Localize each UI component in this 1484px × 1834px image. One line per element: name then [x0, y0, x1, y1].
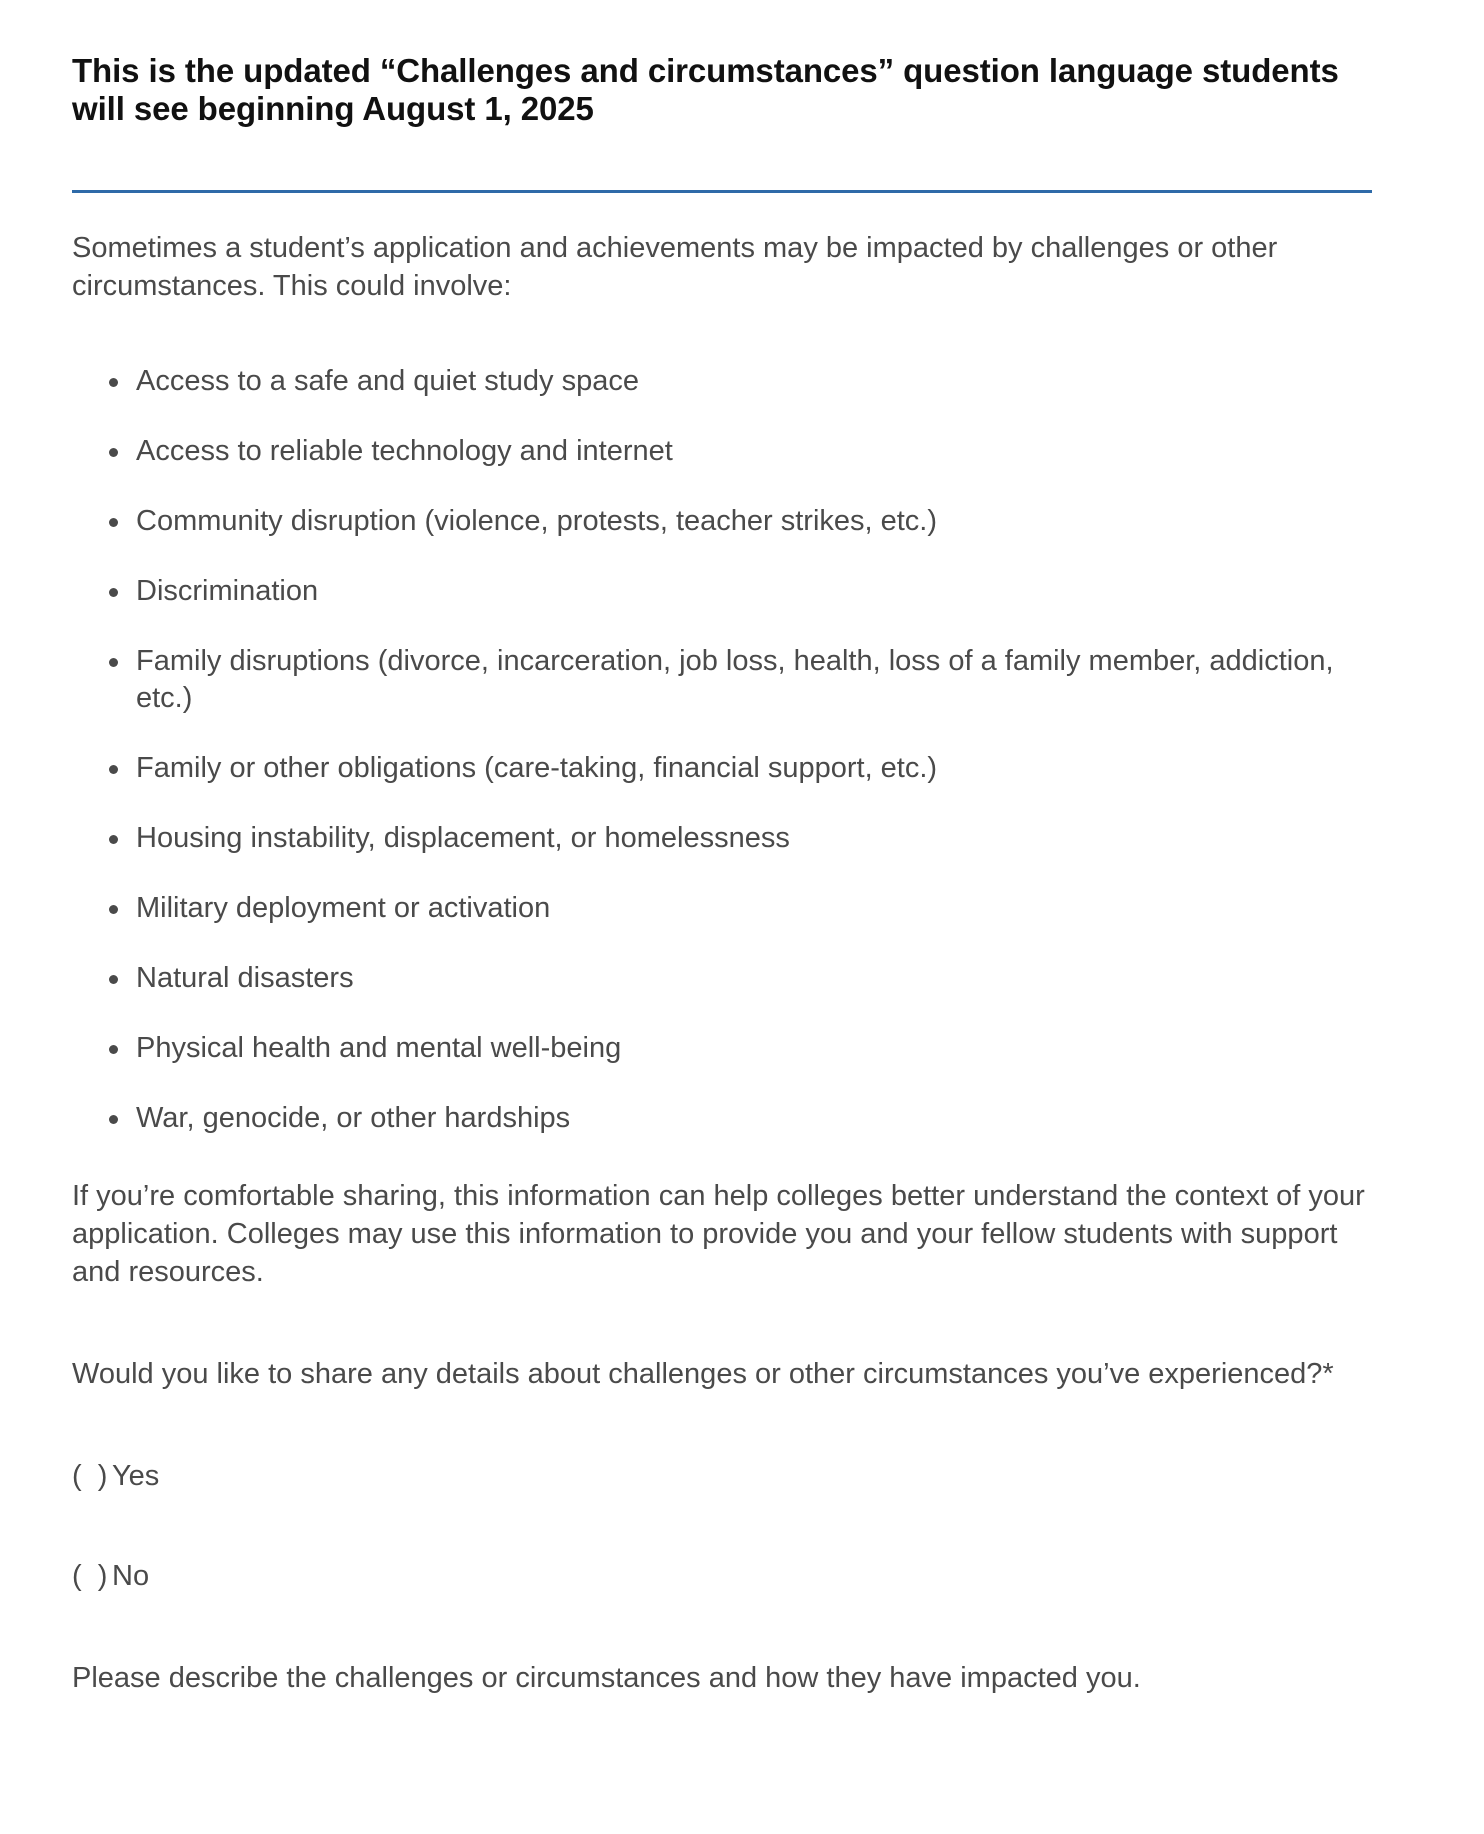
list-item-text: Family disruptions (divorce, incarceration, job loss, health, loss of a family member, addiction, etc.) — [136, 645, 1334, 714]
bullet-icon — [109, 588, 118, 597]
option-no-label: No — [112, 1560, 150, 1592]
bullet-icon — [109, 835, 118, 844]
list-item — [72, 363, 1372, 400]
list-item — [72, 573, 1372, 610]
list-item-text: Housing instability, displacement, or homelessness — [136, 822, 790, 854]
list-item — [72, 503, 1372, 540]
list-item-text: Discrimination — [136, 575, 319, 607]
list-item-text: Family or other obligations (care-taking, financial support, etc.) — [136, 752, 938, 784]
option-yes[interactable] — [72, 1457, 1372, 1495]
intro-paragraph: Sometimes a student’s application and achievements may be impacted by challenges or other circumstances. This could involve: — [72, 232, 1278, 302]
list-item — [72, 820, 1372, 857]
bullet-icon — [109, 905, 118, 914]
list-item — [72, 1030, 1372, 1067]
list-item-text: Physical health and mental well-being — [136, 1032, 622, 1064]
radio-no[interactable]: ( ) — [72, 1560, 108, 1592]
list-item — [72, 1100, 1372, 1137]
describe-prompt: Please describe the challenges or circumstances and how they have impacted you. — [72, 1662, 1141, 1694]
list-item-text: Natural disasters — [136, 962, 354, 994]
share-question: Would you like to share any details about challenges or other circumstances you’ve experienced?* — [72, 1358, 1334, 1390]
list-item — [72, 643, 1372, 717]
list-item — [72, 960, 1372, 997]
page-title: This is the updated “Challenges and circumstances” question language students will see beginning August 1, 2025 — [72, 52, 1339, 127]
title-divider — [72, 190, 1372, 193]
list-item-text: Access to reliable technology and internet — [136, 435, 673, 467]
bullet-icon — [109, 765, 118, 774]
list-item — [72, 433, 1372, 470]
page-content — [72, 52, 1372, 1697]
radio-yes[interactable]: ( ) — [72, 1460, 108, 1492]
challenges-list — [72, 363, 1372, 1137]
list-item-text: Military deployment or activation — [136, 892, 551, 924]
list-item-text: Community disruption (violence, protests, teacher strikes, etc.) — [136, 505, 938, 537]
bullet-icon — [109, 518, 118, 527]
list-item-text: Access to a safe and quiet study space — [136, 365, 639, 397]
list-item-text: War, genocide, or other hardships — [136, 1102, 571, 1134]
option-yes-label: Yes — [112, 1460, 160, 1492]
list-item — [72, 750, 1372, 787]
bullet-icon — [109, 378, 118, 387]
context-paragraph: If you’re comfortable sharing, this information can help colleges better understand the context of your application. Colleges may use this information to provide you and your fellow students with support and resources. — [72, 1180, 1365, 1288]
bullet-icon — [109, 1115, 118, 1124]
bullet-icon — [109, 658, 118, 667]
bullet-icon — [109, 1045, 118, 1054]
list-item — [72, 890, 1372, 927]
bullet-icon — [109, 448, 118, 457]
option-no[interactable] — [72, 1557, 1372, 1595]
bullet-icon — [109, 975, 118, 984]
